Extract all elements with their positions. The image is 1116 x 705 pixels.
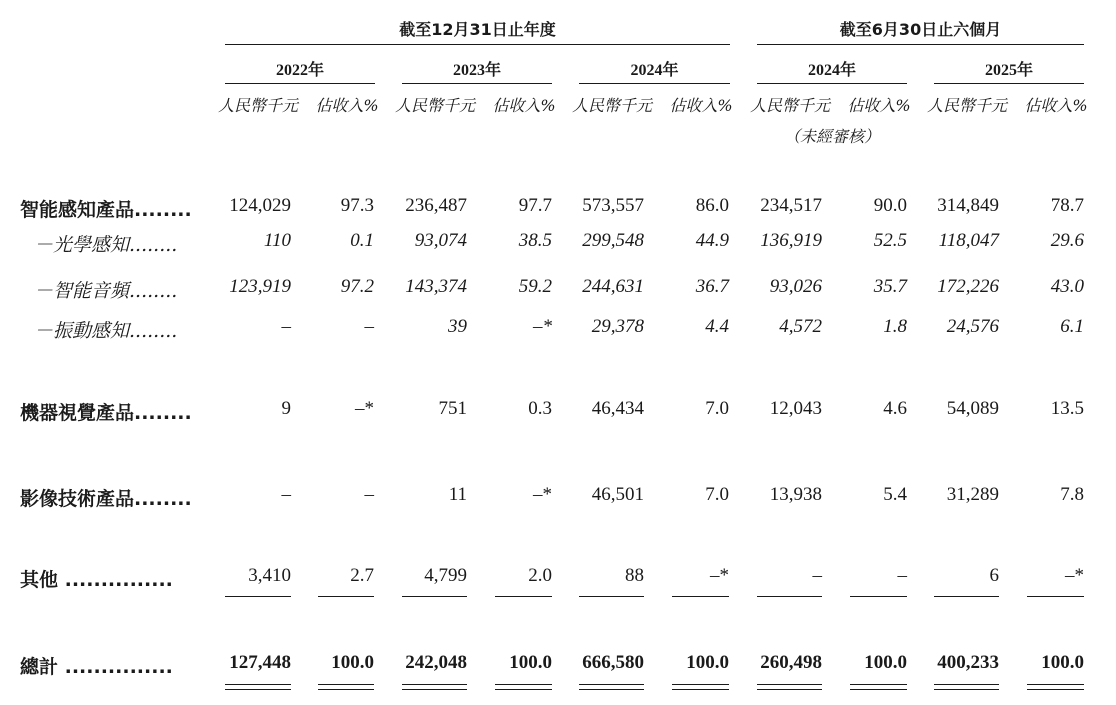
cell-rmb-2024: 573,557 — [582, 195, 644, 216]
cell-pct-2025-6m: 7.8 — [1060, 484, 1084, 505]
unit-header-pct: 佔收入% — [315, 96, 379, 115]
row-label: 其他 ............... — [20, 569, 173, 591]
cell-pct-2022: – — [364, 484, 374, 505]
year-rule-2023 — [402, 83, 552, 84]
row-label: －智能音頻........ — [34, 280, 178, 302]
cell-rmb-2024: 46,434 — [591, 398, 644, 419]
total-double-underline — [934, 684, 999, 690]
unit-header-pct: 佔收入% — [847, 96, 911, 115]
subtotal-underline — [757, 596, 822, 597]
cell-pct-2025-6m: 29.6 — [1050, 230, 1084, 251]
unit-header-rmb: 人民幣千元 — [394, 96, 475, 115]
cell-rmb-2024-6m: 13,938 — [769, 484, 822, 505]
cell-pct-2024-6m: 5.4 — [883, 484, 907, 505]
cell-rmb-2024-6m: – — [812, 565, 822, 586]
cell-rmb-2024: 88 — [625, 565, 644, 586]
cell-rmb-2024-6m: 4,572 — [779, 316, 822, 337]
cell-pct-2024: 36.7 — [695, 276, 729, 297]
subtotal-underline — [672, 596, 729, 597]
cell-pct-2024-6m: 90.0 — [873, 195, 907, 216]
cell-rmb-2024-6m: 12,043 — [769, 398, 822, 419]
cell-pct-2025-6m: –* — [1065, 565, 1084, 586]
cell-rmb-2025-6m: 54,089 — [946, 398, 999, 419]
cell-pct-2024-6m: 35.7 — [873, 276, 907, 297]
cell-pct-2023: –* — [533, 316, 552, 337]
cell-rmb-2024: 46,501 — [591, 484, 644, 505]
year-header-2024: 2024年 — [630, 62, 679, 79]
cell-rmb-2024: 299,548 — [582, 230, 644, 251]
cell-rmb-2025-6m: 24,576 — [946, 316, 999, 337]
total-double-underline — [402, 684, 467, 690]
cell-pct-2022: 0.1 — [350, 230, 374, 251]
cell-rmb-2022: – — [281, 484, 291, 505]
unit-header-pct: 佔收入% — [669, 96, 733, 115]
cell-rmb-2022: 123,919 — [229, 276, 291, 297]
cell-pct-2024-6m: 1.8 — [883, 316, 907, 337]
total-double-underline — [1027, 684, 1084, 690]
unit-header-rmb: 人民幣千元 — [217, 96, 298, 115]
total-double-underline — [495, 684, 552, 690]
cell-pct-2022: 2.7 — [350, 565, 374, 586]
year-rule-2022 — [225, 83, 375, 84]
cell-rmb-2024: 666,580 — [582, 652, 644, 673]
subtotal-underline — [318, 596, 374, 597]
cell-rmb-2023: 242,048 — [405, 652, 467, 673]
cell-rmb-2024: 244,631 — [582, 276, 644, 297]
total-double-underline — [850, 684, 907, 690]
cell-rmb-2023: 93,074 — [414, 230, 467, 251]
total-double-underline — [672, 684, 729, 690]
cell-rmb-2024-6m: 93,026 — [769, 276, 822, 297]
cell-pct-2023: –* — [533, 484, 552, 505]
cell-pct-2022: 97.3 — [340, 195, 374, 216]
cell-pct-2024-6m: – — [897, 565, 907, 586]
year-rule-2024-6m — [757, 83, 907, 84]
cell-pct-2022: 97.2 — [340, 276, 374, 297]
cell-pct-2025-6m: 43.0 — [1050, 276, 1084, 297]
cell-rmb-2025-6m: 31,289 — [946, 484, 999, 505]
year-header-2025-6m: 2025年 — [984, 62, 1033, 79]
unit-header-pct: 佔收入% — [492, 96, 556, 115]
cell-pct-2023: 0.3 — [528, 398, 552, 419]
subtotal-underline — [934, 596, 999, 597]
group-rule-fiscal-year — [225, 44, 730, 45]
cell-pct-2024: 7.0 — [705, 398, 729, 419]
row-label: 總計 ............... — [20, 656, 173, 678]
cell-rmb-2023: 236,487 — [405, 195, 467, 216]
cell-pct-2025-6m: 78.7 — [1050, 195, 1084, 216]
cell-rmb-2024-6m: 234,517 — [760, 195, 822, 216]
cell-rmb-2025-6m: 400,233 — [937, 652, 999, 673]
year-header-2022: 2022年 — [275, 62, 324, 79]
row-label: 智能感知產品........ — [20, 199, 192, 221]
unit-header-rmb: 人民幣千元 — [571, 96, 652, 115]
year-rule-2024 — [579, 83, 730, 84]
row-label: 影像技術產品........ — [20, 488, 192, 510]
cell-pct-2023: 97.7 — [518, 195, 552, 216]
row-label: 機器視覺產品........ — [20, 402, 192, 424]
subtotal-underline — [402, 596, 467, 597]
cell-pct-2024: 44.9 — [695, 230, 729, 251]
cell-rmb-2022: – — [281, 316, 291, 337]
total-double-underline — [579, 684, 644, 690]
unit-header-pct: 佔收入% — [1024, 96, 1088, 115]
cell-rmb-2025-6m: 6 — [989, 565, 999, 586]
subtotal-underline — [495, 596, 552, 597]
cell-pct-2025-6m: 13.5 — [1050, 398, 1084, 419]
row-label: －振動感知........ — [34, 320, 178, 342]
cell-pct-2022: –* — [355, 398, 374, 419]
cell-pct-2024-6m: 100.0 — [864, 652, 907, 673]
cell-rmb-2022: 9 — [281, 398, 291, 419]
cell-rmb-2025-6m: 314,849 — [937, 195, 999, 216]
cell-pct-2022: 100.0 — [331, 652, 374, 673]
cell-rmb-2024-6m: 136,919 — [760, 230, 822, 251]
cell-rmb-2022: 110 — [263, 230, 291, 251]
total-double-underline — [225, 684, 291, 690]
cell-rmb-2024-6m: 260,498 — [760, 652, 822, 673]
cell-pct-2024: 100.0 — [686, 652, 729, 673]
cell-pct-2023: 100.0 — [509, 652, 552, 673]
cell-pct-2025-6m: 100.0 — [1041, 652, 1084, 673]
cell-rmb-2022: 124,029 — [229, 195, 291, 216]
subtotal-underline — [1027, 596, 1084, 597]
cell-pct-2023: 38.5 — [518, 230, 552, 251]
cell-pct-2025-6m: 6.1 — [1060, 316, 1084, 337]
cell-pct-2024: 4.4 — [705, 316, 729, 337]
cell-rmb-2024: 29,378 — [591, 316, 644, 337]
cell-rmb-2022: 127,448 — [229, 652, 291, 673]
cell-rmb-2022: 3,410 — [248, 565, 291, 586]
group-header-fiscal-year: 截至12月31日止年度 — [399, 20, 556, 39]
cell-pct-2024-6m: 52.5 — [873, 230, 907, 251]
cell-pct-2023: 59.2 — [518, 276, 552, 297]
cell-rmb-2023: 39 — [448, 316, 467, 337]
total-double-underline — [757, 684, 822, 690]
subtotal-underline — [579, 596, 644, 597]
unit-header-rmb: 人民幣千元 — [749, 96, 830, 115]
group-header-six-months: 截至6月30日止六個月 — [839, 20, 1002, 39]
year-header-2023: 2023年 — [452, 62, 501, 79]
cell-rmb-2023: 751 — [438, 398, 467, 419]
row-label: －光學感知........ — [34, 234, 178, 256]
cell-pct-2024: 7.0 — [705, 484, 729, 505]
cell-pct-2024-6m: 4.6 — [883, 398, 907, 419]
cell-pct-2023: 2.0 — [528, 565, 552, 586]
year-header-2024-6m: 2024年 — [807, 62, 856, 79]
cell-pct-2022: – — [364, 316, 374, 337]
year-rule-2025-6m — [934, 83, 1084, 84]
unaudited-note: （未經審核） — [783, 127, 880, 146]
cell-rmb-2023: 11 — [448, 484, 467, 505]
cell-rmb-2025-6m: 118,047 — [938, 230, 999, 251]
group-rule-six-months — [757, 44, 1084, 45]
unit-header-rmb: 人民幣千元 — [926, 96, 1007, 115]
total-double-underline — [318, 684, 374, 690]
subtotal-underline — [850, 596, 907, 597]
subtotal-underline — [225, 596, 291, 597]
cell-rmb-2023: 4,799 — [424, 565, 467, 586]
cell-rmb-2025-6m: 172,226 — [937, 276, 999, 297]
cell-rmb-2023: 143,374 — [405, 276, 467, 297]
cell-pct-2024: –* — [710, 565, 729, 586]
cell-pct-2024: 86.0 — [695, 195, 729, 216]
